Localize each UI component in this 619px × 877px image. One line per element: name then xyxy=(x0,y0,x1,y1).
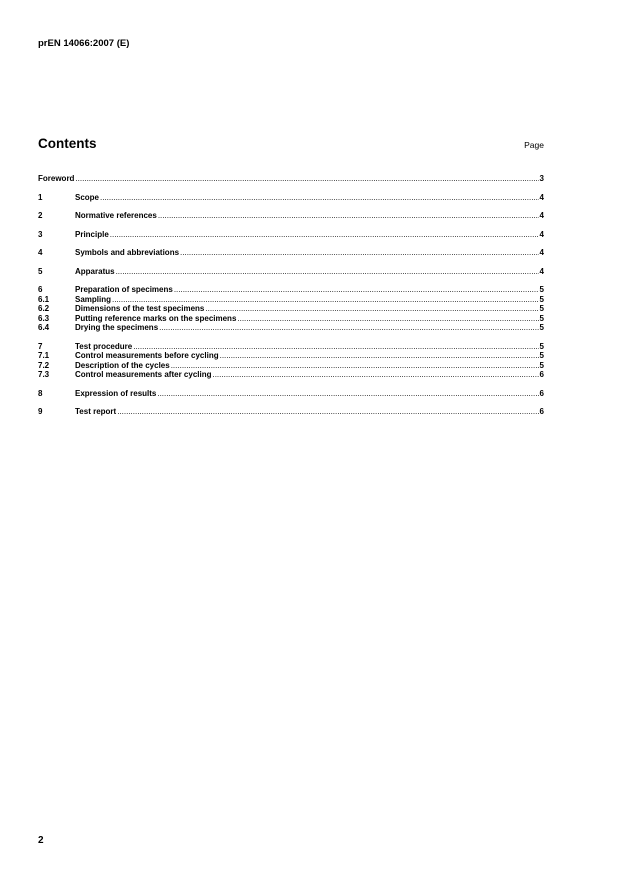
toc-entry-number: 6.4 xyxy=(38,323,50,332)
toc-entry-title: Expression of results xyxy=(75,388,157,398)
contents-heading: Contents xyxy=(38,136,97,151)
toc-entry-page: 4 xyxy=(539,229,544,239)
toc-entry-page: 5 xyxy=(539,313,544,323)
toc-entry-symbols[interactable] xyxy=(38,248,544,258)
page-number: 2 xyxy=(38,835,44,846)
toc-entry-page: 5 xyxy=(539,285,544,294)
toc-entry-number: 6.3 xyxy=(38,313,50,323)
toc-entry-control-after[interactable] xyxy=(38,370,544,380)
toc-entry-title: Test report xyxy=(75,407,117,416)
toc-leader-dots xyxy=(180,248,539,258)
toc-entry-sampling[interactable] xyxy=(38,295,544,305)
toc-entry-title: Control measurements before cycling xyxy=(75,351,219,360)
toc-entry-title: Scope xyxy=(75,192,100,202)
page-column-label: Page xyxy=(524,140,544,150)
toc-entry-page: 5 xyxy=(539,294,544,304)
toc-entry-number: 8 xyxy=(38,388,43,398)
toc-entry-dimensions[interactable] xyxy=(38,304,544,314)
toc-leader-dots xyxy=(75,174,538,184)
toc-entry-number: 3 xyxy=(38,229,43,239)
toc-entry-expression-of-results[interactable] xyxy=(38,389,544,399)
toc-entry-principle[interactable] xyxy=(38,230,544,240)
toc-entry-apparatus[interactable] xyxy=(38,267,544,277)
toc-entry-title: Sampling xyxy=(75,294,112,304)
toc-entry-title: Drying the specimens xyxy=(75,323,159,332)
toc-entry-title: Apparatus xyxy=(75,266,115,276)
toc-entry-drying[interactable] xyxy=(38,323,544,333)
toc-leader-dots xyxy=(205,304,538,314)
toc-entry-title: Test procedure xyxy=(75,341,133,351)
toc-entry-number: 5 xyxy=(38,266,43,276)
toc-entry-number: 4 xyxy=(38,248,43,257)
toc-leader-dots xyxy=(112,295,539,305)
toc-entry-title: Dimensions of the test specimens xyxy=(75,304,205,313)
toc-entry-number: 7.3 xyxy=(38,370,50,379)
toc-leader-dots xyxy=(157,389,538,399)
toc-entry-page: 5 xyxy=(539,360,544,370)
toc-entry-title: Normative references xyxy=(75,211,157,220)
toc-entry-page: 4 xyxy=(539,211,544,220)
table-of-contents xyxy=(38,174,544,417)
toc-entry-title: Control measurements after cycling xyxy=(75,370,212,379)
toc-entry-number: 6 xyxy=(38,285,43,294)
toc-entry-page: 6 xyxy=(539,370,544,379)
toc-leader-dots xyxy=(237,314,538,324)
toc-leader-dots xyxy=(110,230,539,240)
toc-entry-number: 1 xyxy=(38,192,43,202)
toc-entry-title: Principle xyxy=(75,229,109,239)
document-id: prEN 14066:2007 (E) xyxy=(38,38,130,49)
toc-entry-number: 9 xyxy=(38,407,43,416)
toc-leader-dots xyxy=(158,211,539,221)
toc-leader-dots xyxy=(171,361,539,371)
toc-leader-dots xyxy=(212,370,538,380)
toc-entry-page: 6 xyxy=(539,407,544,416)
toc-entry-test-procedure[interactable] xyxy=(38,342,544,352)
toc-entry-test-report[interactable] xyxy=(38,407,544,417)
toc-entry-page: 4 xyxy=(539,248,544,257)
toc-entry-number: 7 xyxy=(38,341,43,351)
toc-entry-preparation[interactable] xyxy=(38,285,544,295)
toc-entry-page: 5 xyxy=(539,304,544,313)
toc-entry-number: 6.1 xyxy=(38,294,50,304)
toc-entry-number: 7.2 xyxy=(38,360,50,370)
toc-entry-reference-marks[interactable] xyxy=(38,314,544,324)
toc-entry-number: 2 xyxy=(38,211,43,220)
toc-entry-cycles[interactable] xyxy=(38,361,544,371)
toc-entry-page: 5 xyxy=(539,341,544,351)
toc-entry-normative-references[interactable] xyxy=(38,211,544,221)
toc-entry-scope[interactable] xyxy=(38,193,544,203)
toc-entry-page: 5 xyxy=(539,351,544,360)
toc-entry-number: 6.2 xyxy=(38,304,50,313)
toc-entry-page: 5 xyxy=(539,323,544,332)
toc-entry-title: Foreword xyxy=(38,174,75,183)
toc-entry-page: 4 xyxy=(539,266,544,276)
toc-entry-title: Symbols and abbreviations xyxy=(75,248,180,257)
toc-entry-title: Description of the cycles xyxy=(75,360,170,370)
toc-leader-dots xyxy=(116,267,539,277)
toc-entry-page: 3 xyxy=(539,174,544,183)
toc-entry-control-before[interactable] xyxy=(38,351,544,361)
toc-entry-foreword[interactable] xyxy=(38,174,544,184)
toc-entry-number: 7.1 xyxy=(38,351,50,360)
toc-leader-dots xyxy=(220,351,539,361)
toc-leader-dots xyxy=(174,285,539,295)
toc-leader-dots xyxy=(133,342,538,352)
toc-entry-page: 4 xyxy=(539,192,544,202)
toc-entry-title: Putting reference marks on the specimens xyxy=(75,313,237,323)
toc-entry-page: 6 xyxy=(539,388,544,398)
toc-leader-dots xyxy=(159,323,538,333)
toc-leader-dots xyxy=(100,193,539,203)
toc-entry-title: Preparation of specimens xyxy=(75,285,173,294)
toc-leader-dots xyxy=(117,407,538,417)
